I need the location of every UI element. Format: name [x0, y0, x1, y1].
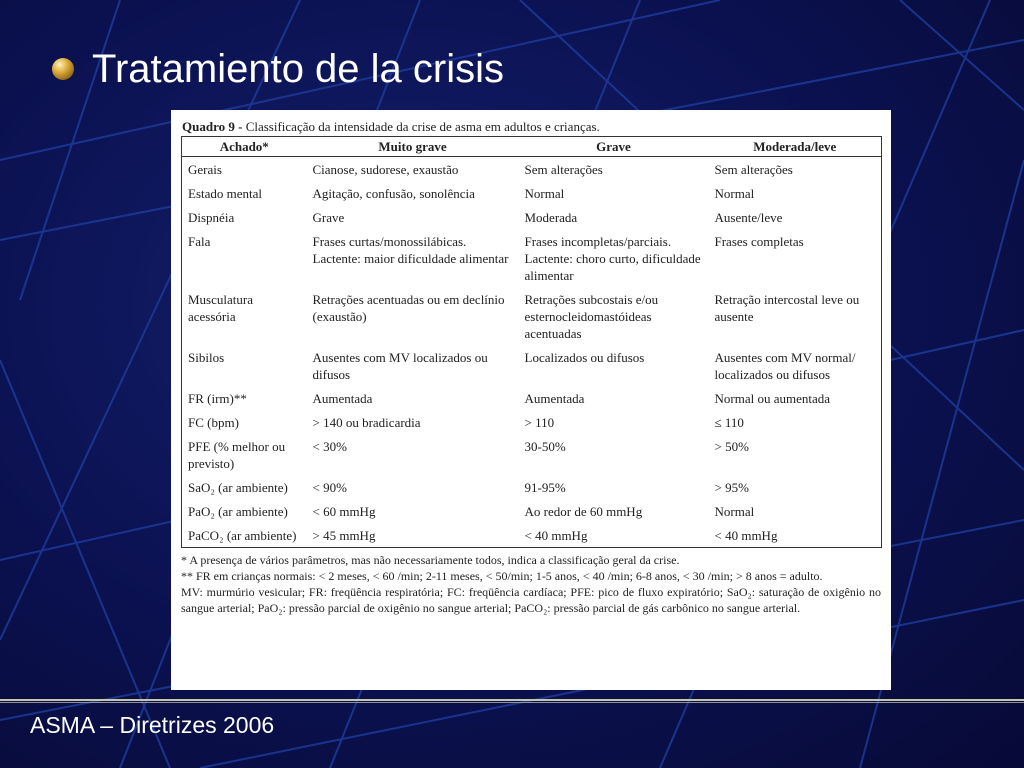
table-row: [182, 345, 882, 386]
column-header: Muito grave: [307, 137, 519, 157]
table-cell: Frases incompletas/parciais. Lactente: choro curto, dificuldade alimentar: [524, 234, 701, 283]
table-row: [182, 434, 882, 475]
table-cell: < 60 mmHg: [312, 504, 376, 519]
table-body: [182, 157, 882, 548]
table-cell: Agitação, confusão, sonolência: [312, 186, 475, 201]
bullet-icon: [52, 58, 74, 80]
table-cell: Ausente/leve: [714, 210, 783, 225]
table-row: [182, 410, 882, 434]
table-cell: Localizados ou difusos: [524, 350, 645, 365]
table-cell: ≤ 110: [714, 415, 744, 430]
severity-table: [181, 136, 882, 548]
table-caption: [182, 118, 882, 135]
table-cell: Retração intercostal leve ou ausente: [714, 292, 860, 324]
caption-text: Classificação da intensidade da crise de asma em adultos e crianças.: [245, 119, 600, 134]
table-cell: Normal: [714, 186, 755, 201]
table-cell: PaO₂ (ar ambiente): [188, 504, 288, 519]
table-cell: Retrações subcostais e/ou esternocleidomastóideas acentuadas: [524, 292, 659, 341]
footer-divider: [0, 702, 1024, 703]
table-cell: PaCO₂ (ar ambiente): [188, 528, 297, 543]
table-cell: Sem alterações: [714, 162, 793, 177]
table-cell: Frases curtas/monossilábicas. Lactente: maior dificuldade alimentar: [312, 234, 509, 266]
footnote: ** FR em crianças normais: < 2 meses, < 60 /min; 2-11 meses, < 50/min; 1-5 anos, < 40 /min; 6-8 anos, < 30 /min; > 8 anos = adulto.: [181, 569, 823, 583]
table-cell: > 50%: [714, 439, 749, 454]
table-cell: 30-50%: [524, 439, 566, 454]
table-row: [182, 205, 882, 229]
table-cell: Grave: [312, 210, 345, 225]
table-cell: Moderada: [524, 210, 578, 225]
table-cell: Fala: [188, 234, 211, 249]
table-cell: Ao redor de 60 mmHg: [524, 504, 643, 519]
table-cell: Cianose, sudorese, exaustão: [312, 162, 459, 177]
table-row: [182, 475, 882, 499]
table-cell: Aumentada: [524, 391, 585, 406]
table-cell: 91-95%: [524, 480, 566, 495]
column-header: Achado*: [182, 137, 307, 157]
caption-label: Quadro 9 -: [182, 119, 246, 134]
table-cell: Sem alterações: [524, 162, 603, 177]
footnote: * A presença de vários parâmetros, mas não necessariamente todos, indica a classificação geral da crise.: [181, 553, 680, 567]
table-cell: > 110: [524, 415, 555, 430]
footer-divider: [0, 699, 1024, 701]
table-cell: Ausentes com MV normal/ localizados ou difusos: [714, 350, 856, 382]
slide-title: Tratamiento de la crisis: [92, 47, 504, 91]
table-cell: FR (irm)**: [188, 391, 247, 406]
table-row: [182, 229, 882, 287]
table-cell: < 40 mmHg: [714, 528, 778, 543]
table-cell: > 45 mmHg: [312, 528, 376, 543]
table-row: [182, 523, 882, 548]
table-cell: Sibilos: [188, 350, 225, 365]
column-header: Grave: [519, 137, 709, 157]
footnotes: [181, 552, 881, 616]
table-row: [182, 287, 882, 345]
table-cell: Gerais: [188, 162, 222, 177]
table-cell: < 30%: [312, 439, 347, 454]
table-row: [182, 386, 882, 410]
table-cell: Ausentes com MV localizados ou difusos: [312, 350, 488, 382]
table-cell: PFE (% melhor ou previsto): [188, 439, 286, 471]
table-cell: Aumentada: [312, 391, 373, 406]
table-cell: < 40 mmHg: [524, 528, 588, 543]
table-cell: Frases completas: [714, 234, 804, 249]
table-header-row: [182, 137, 882, 157]
table-cell: Normal: [524, 186, 565, 201]
footnote: MV: murmúrio vesicular; FR: freqüência respiratória; FC: freqüência cardíaca; PFE: pico de fluxo expiratório; SaO₂: saturação de oxigênio no sangue arterial; PaO₂: pressão parcial de oxigênio no sangue arterial; PaCO₂: pressão parcial de gás carbônico no sangue arterial.: [181, 585, 881, 615]
table-cell: Dispnéia: [188, 210, 235, 225]
column-header: Moderada/leve: [709, 137, 882, 157]
table-cell: Musculatura acessória: [188, 292, 253, 324]
table-cell: > 140 ou bradicardia: [312, 415, 421, 430]
table-cell: < 90%: [312, 480, 347, 495]
table-cell: Normal ou aumentada: [714, 391, 831, 406]
slide-footer: ASMA – Diretrizes 2006: [30, 712, 275, 738]
table-cell: Retrações acentuadas ou em declínio (exaustão): [312, 292, 505, 324]
scanned-table-document: [171, 110, 891, 690]
table-row: [182, 499, 882, 523]
table-cell: Normal: [714, 504, 755, 519]
table-cell: Estado mental: [188, 186, 263, 201]
table-cell: SaO₂ (ar ambiente): [188, 480, 288, 495]
table-cell: > 95%: [714, 480, 749, 495]
table-row: [182, 181, 882, 205]
table-cell: FC (bpm): [188, 415, 239, 430]
table-row: [182, 157, 882, 182]
